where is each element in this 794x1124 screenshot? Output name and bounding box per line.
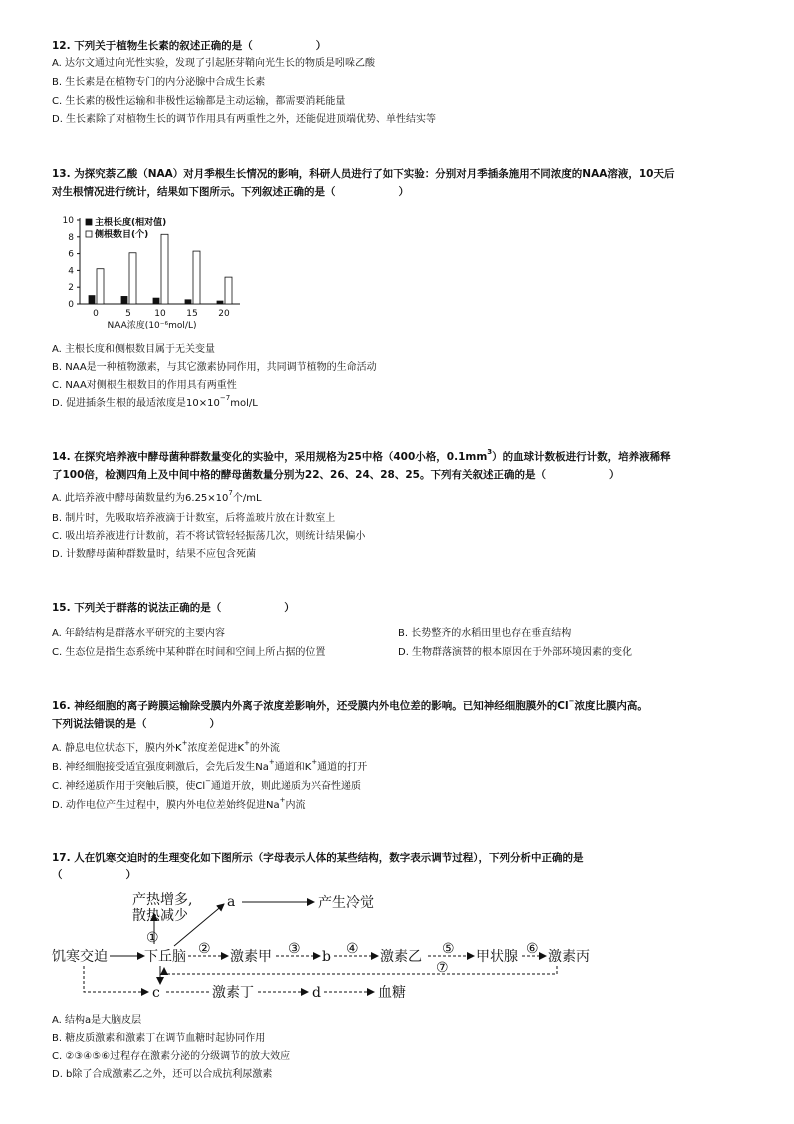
process-2: ② — [198, 941, 211, 957]
q13-stem-line1: 13. 为探究萘乙酸（NAA）对月季根生长情况的影响，科研人员进行了如下实验：分别对月季插条施用不同浓度的NAA溶液，10天后 — [52, 168, 675, 180]
label-blood-glucose: 血糖 — [378, 985, 406, 1001]
y-tick-label: 10 — [62, 216, 74, 226]
node-c: c — [152, 985, 160, 1001]
q13-stem-line2: 对生根情况进行统计，结果如下图所示。下列叙述正确的是（ ） — [52, 186, 409, 198]
q13-option-d-unit: mol/L — [230, 398, 258, 409]
legend-swatch — [86, 231, 92, 237]
q16-option-c — [52, 777, 361, 794]
process-4: ④ — [346, 941, 359, 957]
q17-stem: 17. 人在饥寒交迫时的生理变化如下图所示（字母表示人体的某些结构，数字表示调节过程），下列分析中正确的是 — [52, 852, 584, 864]
bar-lateral-root — [193, 251, 200, 304]
x-tick-label: 10 — [154, 309, 166, 319]
q16-d-part2: 内流 — [285, 800, 306, 811]
q14-option-a-unit: 个/mL — [232, 493, 262, 504]
q16-a-part2: 浓度差促进K — [187, 743, 245, 754]
q16-a-part3: 的外流 — [249, 743, 280, 754]
q16-stem-line2: 下列说法错误的是（ ） — [52, 718, 220, 730]
q16-b-part3: 通道的打开 — [317, 762, 368, 773]
y-tick-label: 0 — [68, 300, 74, 310]
q13-option-d-text: D. 促进插条生根的最适浓度是10×10 — [52, 398, 220, 409]
q16-a-sup1: + — [181, 739, 188, 747]
legend-label: 侧根数目(个) — [95, 230, 149, 240]
q17-option-d: D. b除了合成激素乙之外，还可以合成抗利尿激素 — [52, 1069, 273, 1080]
naa-root-chart — [60, 212, 250, 332]
q14-option-b: B. 制片时，先吸取培养液滴于计数室，后将盖玻片放在计数室上 — [52, 513, 336, 524]
q14-option-a-text: A. 此培养液中酵母菌数量约为6.25×10 — [52, 493, 229, 504]
y-tick-label: 6 — [68, 249, 74, 260]
bar-lateral-root — [129, 253, 136, 304]
bar-lateral-root — [161, 234, 168, 304]
q13-option-b: B. NAA是一种植物激素，与其它激素协同作用，共同调节植物的生命活动 — [52, 362, 377, 373]
q14-stem-a: 14. 在探究培养液中酵母菌种群数量变化的实验中，采用规格为25中格（400小格，0.1mm — [52, 451, 488, 463]
node-b: b — [322, 949, 331, 965]
bar-main-root — [121, 296, 127, 304]
bar-lateral-root — [225, 277, 232, 304]
q17-option-c: C. ②③④⑤⑥过程存在激素分泌的分级调节的放大效应 — [52, 1051, 291, 1062]
q16-stem-sup: − — [568, 697, 575, 705]
q16-c-part1: C. 神经递质作用于突触后膜，使Cl — [52, 781, 206, 792]
label-hunger-cold: 饥寒交迫 — [52, 949, 108, 965]
bar-main-root — [217, 301, 223, 304]
q14-stem-line1 — [52, 450, 671, 465]
q16-option-b — [52, 758, 368, 775]
q13-option-c: C. NAA对侧根生根数目的作用具有两重性 — [52, 380, 237, 391]
q16-b-part1: B. 神经细胞接受适宜强度刺激后，会先后发生Na — [52, 762, 269, 773]
q14-stem-exponent: 3 — [487, 448, 493, 456]
q16-b-sup2: + — [311, 758, 318, 766]
process-5: ⑤ — [442, 941, 455, 957]
bar-main-root — [89, 296, 95, 304]
q13-option-a: A. 主根长度和侧根数目属于无关变量 — [52, 344, 216, 355]
x-tick-label: 5 — [125, 309, 131, 319]
q14-option-a-exponent: 7 — [228, 489, 233, 497]
q12-option-d: D. 生长素除了对植物生长的调节作用具有两重性之外，还能促进顶端优势、单性结实等 — [52, 114, 437, 125]
label-heat-up: 产热增多, — [132, 892, 193, 908]
x-tick-label: 20 — [218, 309, 230, 319]
q16-d-sup1: + — [279, 796, 286, 804]
q17-stem-line2: （ ） — [52, 869, 136, 881]
process-1: ① — [146, 930, 159, 946]
y-tick-label: 4 — [68, 266, 74, 277]
q15-option-a: A. 年龄结构是群落水平研究的主要内容 — [52, 628, 226, 639]
feedback-line-process-7 — [164, 966, 557, 974]
q16-a-part1: A. 静息电位状态下，膜内外K — [52, 743, 182, 754]
x-tick-label: 0 — [93, 309, 99, 319]
q12-option-b: B. 生长素是在植物专门的内分泌腺中合成生长素 — [52, 77, 266, 88]
q12-stem: 12. 下列关于植物生长素的叙述正确的是（ ） — [52, 40, 327, 52]
node-d: d — [312, 985, 321, 1001]
y-tick-label: 8 — [68, 232, 74, 243]
process-7: ⑦ — [436, 960, 449, 976]
node-hormone-b: 激素乙 — [380, 949, 422, 965]
label-cold-sensation: 产生冷觉 — [318, 895, 374, 911]
q15-stem: 15. 下列关于群落的说法正确的是（ ） — [52, 602, 295, 614]
regulation-diagram — [52, 886, 612, 1008]
node-hormone-a: 激素甲 — [230, 949, 272, 965]
q15-option-d: D. 生物群落演替的根本原因在于外部环境因素的变化 — [398, 647, 633, 658]
q14-option-c: C. 吸出培养液进行计数前，若不将试管轻轻振荡几次，则统计结果偏小 — [52, 531, 366, 542]
q14-stem-b: ）的血球计数板进行计数，培养液稀释 — [492, 451, 671, 463]
node-hypothalamus: 下丘脑 — [144, 949, 186, 965]
q14-stem-line2: 了100倍，检测四角上及中间中格的酵母菌数量分别为22、26、24、28、25。下列有关叙述正确的是（ ） — [52, 469, 620, 481]
q16-c-sup1: − — [205, 777, 211, 785]
process-3: ③ — [288, 941, 301, 957]
q16-b-part2: 通道和K — [274, 762, 312, 773]
node-a: a — [227, 894, 236, 910]
node-thyroid: 甲状腺 — [476, 949, 518, 965]
q16-a-sup2: + — [244, 739, 250, 747]
x-tick-label: 15 — [186, 309, 198, 319]
q13-option-d-exponent: −7 — [219, 394, 231, 402]
q16-stem-b: 浓度比膜内高。 — [574, 700, 648, 712]
q16-option-d — [52, 796, 306, 813]
q12-option-a: A. 达尔文通过向光性实验，发现了引起胚芽鞘向光生长的物质是吲哚乙酸 — [52, 58, 376, 69]
q16-option-a — [52, 739, 280, 756]
q15-option-c: C. 生态位是指生态系统中某种群在时间和空间上所占据的位置 — [52, 647, 326, 658]
q15-option-b: B. 长势整齐的水稻田里也存在垂直结构 — [398, 628, 572, 639]
bar-main-root — [153, 298, 159, 304]
q13-option-d — [52, 394, 258, 411]
q17-option-b: B. 糖皮质激素和激素丁在调节血糖时起协同作用 — [52, 1033, 266, 1044]
q16-stem-a: 16. 神经细胞的离子跨膜运输除受膜内外离子浓度差影响外，还受膜内外电位差的影响。已知神经细胞膜外的Cl — [52, 700, 569, 712]
q17-option-a: A. 结构a是大脑皮层 — [52, 1015, 142, 1026]
bar-lateral-root — [97, 269, 104, 304]
node-hormone-d: 激素丁 — [212, 985, 254, 1001]
q14-option-a — [52, 489, 262, 506]
q12-option-c: C. 生长素的极性运输和非极性运输都是主动运输，都需要消耗能量 — [52, 96, 346, 107]
q16-b-sup1: + — [268, 758, 275, 766]
node-hormone-c: 激素丙 — [548, 949, 590, 965]
y-tick-label: 2 — [68, 283, 74, 294]
legend-label: 主根长度(相对值) — [95, 218, 167, 228]
q16-stem-line1 — [52, 699, 648, 714]
q14-option-d: D. 计数酵母菌种群数量时，结果不应包含死菌 — [52, 549, 257, 560]
q16-c-part2: 通道开放，则此递质为兴奋性递质 — [210, 781, 361, 792]
label-heat-down: 散热减少 — [132, 908, 188, 924]
legend-swatch — [86, 219, 92, 225]
process-6: ⑥ — [526, 941, 539, 957]
x-axis-label: NAA浓度(10⁻⁶mol/L) — [107, 321, 197, 331]
arrow-hunger-c — [84, 966, 148, 992]
q16-d-part1: D. 动作电位产生过程中，膜内外电位差始终促进Na — [52, 800, 280, 811]
bar-main-root — [185, 300, 191, 304]
